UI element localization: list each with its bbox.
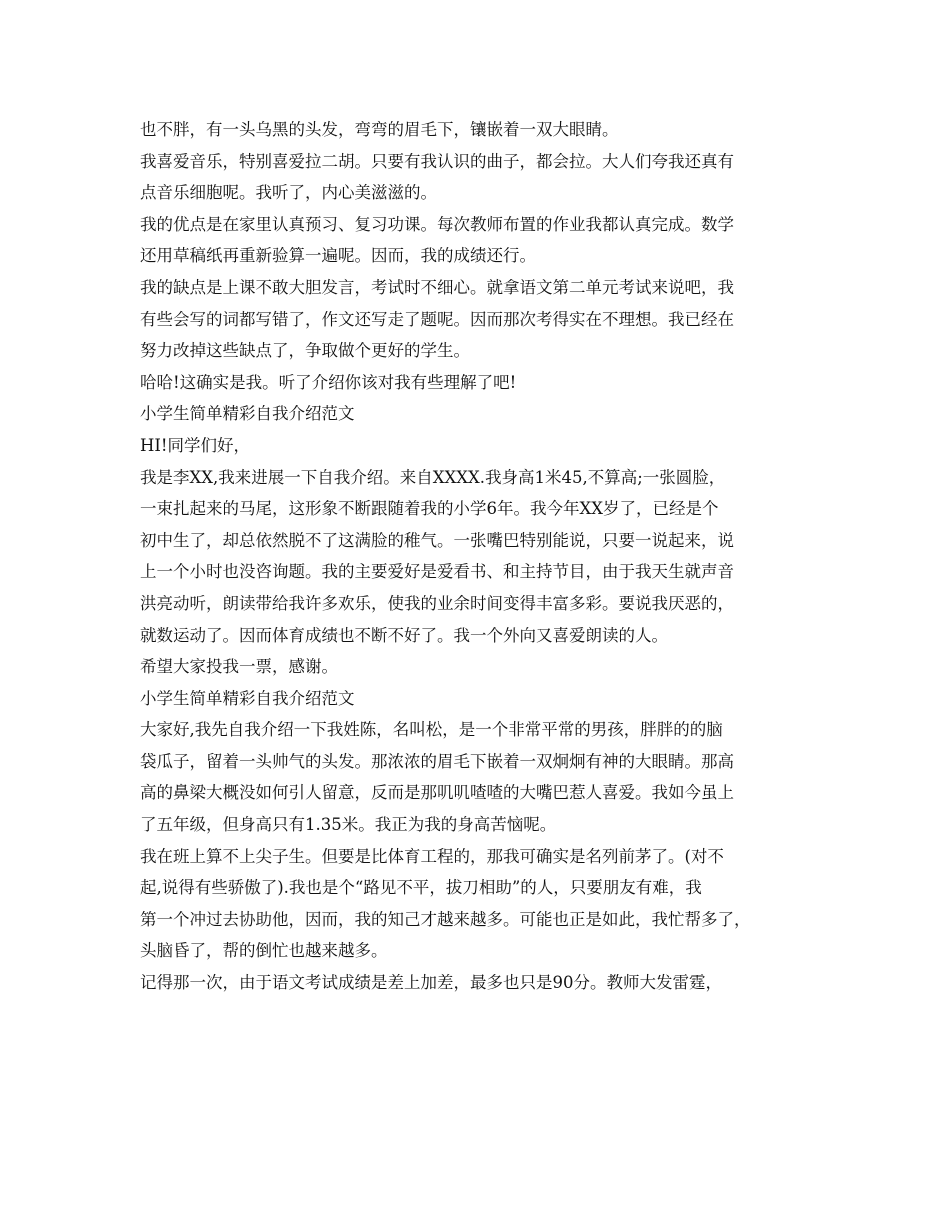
text-line: HI!同学们好， <box>140 435 251 455</box>
text-line: 初中生了，却总依然脱不了这满脸的稚气。一张嘴巴特别能说，只要一说起来，说 <box>140 530 734 550</box>
text-line: 一束扎起来的马尾，这形象不断跟随着我的小学6年。我今年XX岁了，已经是个 <box>140 499 719 519</box>
text-line: 洪亮动听，朗读带给我许多欢乐，使我的业余时间变得丰富多彩。要说我厌恶的， <box>140 593 734 613</box>
text-line: 头脑昏了，帮的倒忙也越来越多。 <box>140 941 388 961</box>
text-line: 袋瓜子，留着一头帅气的头发。那浓浓的眉毛下嵌着一双炯炯有神的大眼睛。那高 <box>140 751 734 771</box>
text-line: 点音乐细胞呢。我听了，内心美滋滋的。 <box>140 183 437 203</box>
text-line: 我在班上算不上尖子生。但要是比体育工程的，那我可确实是名列前茅了。(对不 <box>140 846 724 866</box>
text-line: 有些会写的词都写错了，作文还写走了题呢。因而那次考得实在不理想。我已经在 <box>140 309 734 329</box>
text-line: 努力改掉这些缺点了，争取做个更好的学生。 <box>140 341 470 361</box>
text-line: 我的优点是在家里认真预习、复习功课。每次教师布置的作业我都认真完成。数学 <box>140 214 734 234</box>
text-line: 第一个冲过去协助他，因而，我的知己才越来越多。可能也正是如此，我忙帮多了， <box>140 909 751 929</box>
text-line: 还用草稿纸再重新验算一遍呢。因而，我的成绩还行。 <box>140 246 536 266</box>
section-heading: 小学生简单精彩自我介绍范文 <box>140 404 355 424</box>
text-line: 记得那一次，由于语文考试成绩是差上加差，最多也只是90分。教师大发雷霆， <box>140 973 722 993</box>
text-line: 我喜爱音乐，特别喜爱拉二胡。只要有我认识的曲子，都会拉。大人们夸我还真有 <box>140 151 734 171</box>
text-line: 大家好,我先自我介绍一下我姓陈，名叫松，是一个非常平常的男孩，胖胖的的脑 <box>140 720 723 740</box>
text-line: 也不胖，有一头乌黑的头发，弯弯的眉毛下，镶嵌着一双大眼睛。 <box>140 120 619 139</box>
text-line: 我是李XX,我来进展一下自我介绍。来自XXXX.我身高1米45,不算高;一张圆脸， <box>140 467 726 487</box>
text-line: 起,说得有些骄傲了).我也是个“路见不平，拔刀相助”的人，只要朋友有难，我 <box>140 878 702 898</box>
text-line: 哈哈!这确实是我。听了介绍你该对我有些理解了吧! <box>140 372 517 392</box>
text-line: 希望大家投我一票，感谢。 <box>140 657 338 677</box>
text-line: 了五年级，但身高只有1.35米。我正为我的身高苦恼呢。 <box>140 815 557 835</box>
document-body <box>140 114 830 999</box>
text-line: 就数运动了。因而体育成绩也不断不好了。我一个外向又喜爱朗读的人。 <box>140 625 668 645</box>
text-line: 我的缺点是上课不敢大胆发言，考试时不细心。就拿语文第二单元考试来说吧，我 <box>140 277 734 297</box>
text-line: 高的鼻梁大概没如何引人留意，反而是那叽叽喳喳的大嘴巴惹人喜爱。我如今虽上 <box>140 783 734 803</box>
section-heading: 小学生简单精彩自我介绍范文 <box>140 688 355 708</box>
text-line: 上一个小时也没咨询题。我的主要爱好是爱看书、和主持节目，由于我天生就声音 <box>140 562 734 582</box>
